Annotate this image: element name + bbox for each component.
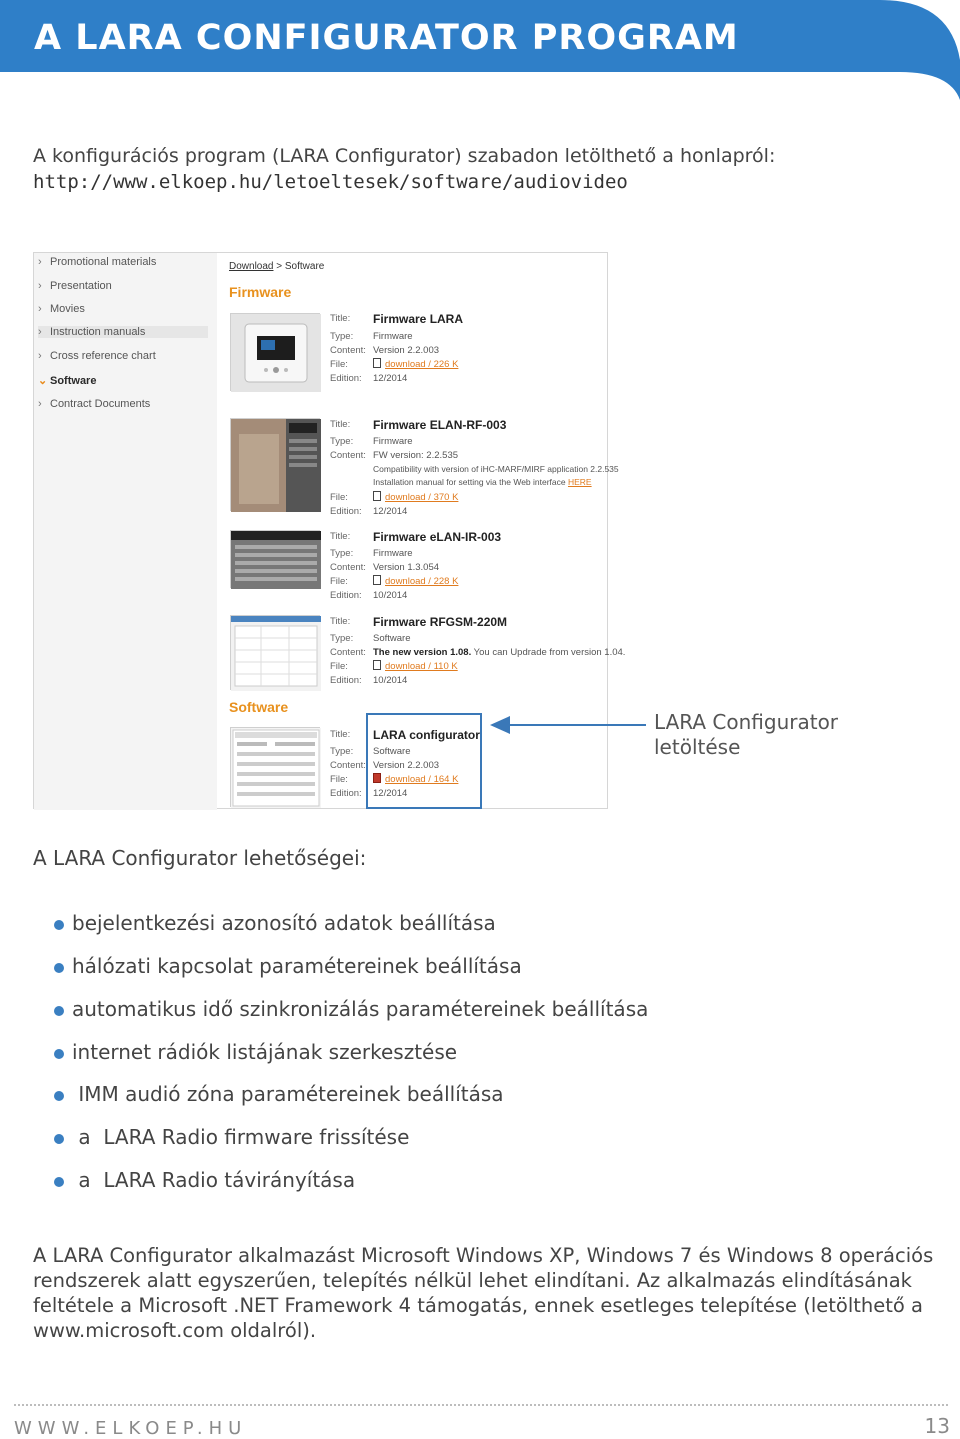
elan-ir-image bbox=[231, 531, 321, 589]
header-banner bbox=[0, 0, 960, 100]
lara-device-image bbox=[231, 314, 321, 392]
elan-rf-image bbox=[231, 419, 321, 512]
bullet-icon bbox=[54, 1006, 64, 1016]
item-title-lara-configurator: LARA configurator bbox=[373, 728, 480, 742]
item-title: Firmware RFGSM-220M bbox=[373, 615, 508, 629]
footer-divider bbox=[14, 1404, 948, 1406]
website-sidebar bbox=[34, 253, 217, 810]
download-link[interactable]: download / 370 K bbox=[373, 491, 458, 503]
document-icon bbox=[373, 660, 381, 670]
item-title: Firmware LARA bbox=[373, 312, 464, 326]
description-paragraph: A LARA Configurator alkalmazást Microsoft Windows XP, Windows 7 és Windows 8 operációs rendszerek alatt egyszerűen, telepítés nélkül lehet elindítani. Az alkalmazás elindításának feltétele a Microsoft .NET Framework 4 támogatás, ennek esetleges telepítése (letölthető a www.microsoft.com oldalról). bbox=[33, 1244, 934, 1342]
bullet-icon bbox=[54, 1177, 64, 1187]
firmware-heading: Firmware bbox=[229, 284, 292, 300]
lara-configurator-thumbnail bbox=[230, 727, 320, 807]
sidebar-item-contract[interactable]: › Contract Documents bbox=[38, 398, 151, 410]
lara-configurator-image bbox=[231, 728, 321, 808]
arrow-left-icon bbox=[490, 712, 650, 738]
intro-text bbox=[33, 143, 775, 195]
rfgsm-image bbox=[231, 616, 321, 691]
bullet-icon bbox=[54, 920, 64, 930]
download-url[interactable]: http://www.elkoep.hu/letoeltesek/software/audiovideo bbox=[33, 171, 628, 193]
breadcrumb-software: Software bbox=[284, 261, 325, 272]
website-screenshot: › Promotional materials › Presentation › Movies › Instruction manuals › Cross reference chart ⌄ Software › Contract Documents Download > Software Firmware Software Title: Firmware LARA Type: Firmware Content: Version 2.2.003 File: download / 226 K Edition: 12/2014 Title: Firmware ELAN-RF-003 Type: Firmware Content: FW version: 2.2.535 Compatibility with version of iHC-MARF/MIRF application 2.2.535 Installation manual for setting via the Web interface HERE File: download / 370 K Edition: 12/2014 Title: Firmware eLAN-IR-003 Type: Firmware Content: Version 1.3.054 File: download / 228 K Edition: 10/2014 Title: Firmware RFGSM-220M Type: Software Content: The new version 1.08. You can Updrade from version 1.04. File: download / 110 K Edition: 10/2014 Title: LARA configurator Type: Software Content: Version 2.2.003 File: download / 164 K Edition: 12/2014 bbox=[33, 252, 608, 809]
chevron-right-icon: › bbox=[38, 256, 42, 268]
bullet-icon bbox=[54, 963, 64, 973]
sidebar-item-manuals[interactable]: › Instruction manuals bbox=[38, 326, 208, 338]
document-icon bbox=[373, 491, 381, 501]
software-heading: Software bbox=[229, 699, 289, 715]
chevron-right-icon: › bbox=[38, 350, 42, 362]
callout-text: LARA Configurator letöltése bbox=[654, 710, 839, 759]
lara-device-thumbnail bbox=[230, 313, 320, 391]
chevron-right-icon: › bbox=[38, 303, 42, 315]
breadcrumb-download[interactable]: Download bbox=[229, 261, 274, 272]
rfgsm-thumbnail bbox=[230, 615, 320, 690]
sidebar-item-movies[interactable]: › Movies bbox=[38, 303, 85, 315]
page-title: A LARA CONFIGURATOR PROGRAM bbox=[34, 18, 739, 58]
page-number: 13 bbox=[924, 1414, 950, 1438]
download-link[interactable]: download / 226 K bbox=[373, 358, 458, 370]
sidebar-item-presentation[interactable]: › Presentation bbox=[38, 280, 112, 292]
bullet-icon bbox=[54, 1049, 64, 1059]
bullet-icon bbox=[54, 1134, 64, 1144]
features-heading: A LARA Configurator lehetőségei: bbox=[33, 846, 367, 870]
here-link[interactable]: HERE bbox=[567, 477, 592, 487]
breadcrumb: Download > Software bbox=[229, 261, 325, 272]
sidebar-item-software[interactable]: ⌄ Software bbox=[38, 375, 97, 387]
document-icon bbox=[373, 358, 381, 368]
download-link[interactable]: download / 228 K bbox=[373, 575, 458, 587]
archive-icon bbox=[373, 773, 381, 783]
sidebar-item-promotional[interactable]: › Promotional materials bbox=[38, 256, 157, 268]
sidebar-item-cross-reference[interactable]: › Cross reference chart bbox=[38, 350, 156, 362]
bullet-icon bbox=[54, 1091, 64, 1101]
item-title: Firmware eLAN-IR-003 bbox=[373, 530, 502, 544]
intro-sentence: A konfigurációs program (LARA Configurator) szabadon letölthető a honlapról: bbox=[33, 145, 776, 167]
lara-configurator-download-link[interactable]: download / 164 K bbox=[373, 773, 458, 785]
chevron-right-icon: › bbox=[38, 280, 42, 292]
document-icon bbox=[373, 575, 381, 585]
elan-ir-thumbnail bbox=[230, 530, 320, 588]
footer-website: WWW.ELKOEP.HU bbox=[14, 1418, 248, 1439]
elan-rf-thumbnail bbox=[230, 418, 320, 511]
chevron-right-icon: › bbox=[38, 326, 42, 338]
download-link[interactable]: download / 110 K bbox=[373, 660, 458, 672]
item-title: Firmware ELAN-RF-003 bbox=[373, 418, 507, 432]
chevron-right-icon: › bbox=[38, 398, 42, 410]
chevron-down-icon: ⌄ bbox=[38, 375, 48, 387]
